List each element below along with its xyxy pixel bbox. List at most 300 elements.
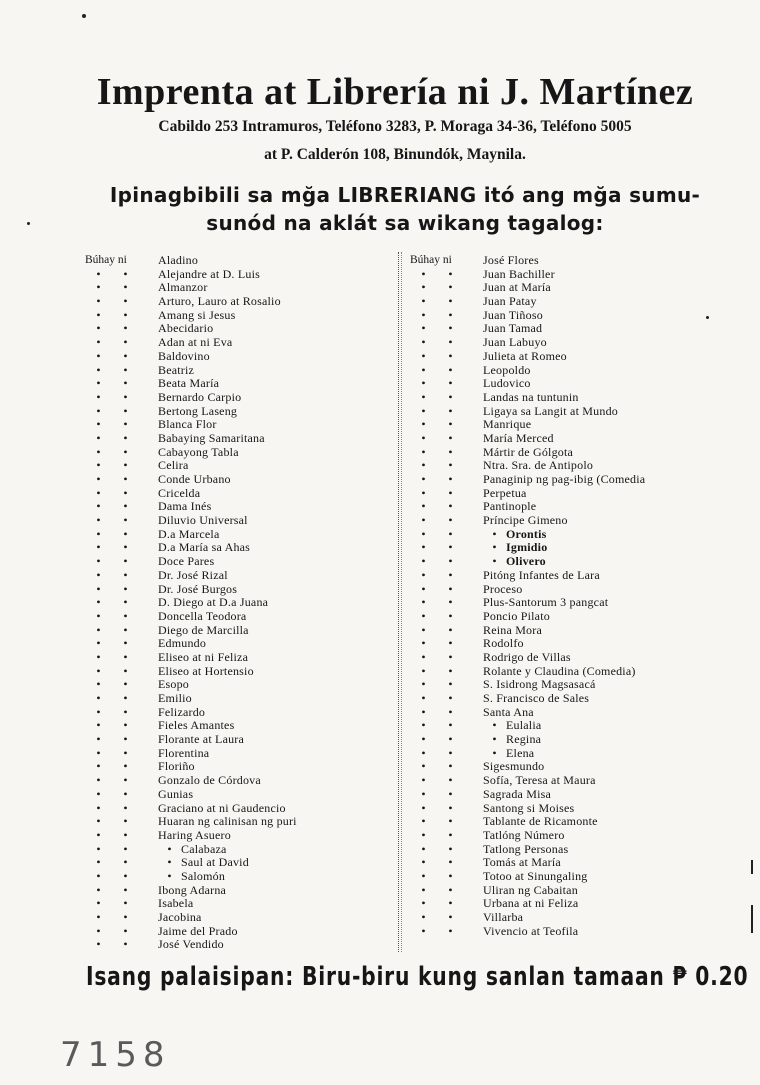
book-entry: [410, 364, 750, 378]
book-entry: [410, 377, 750, 391]
ditto-mark: •: [123, 581, 128, 596]
entry-prefix: [85, 884, 158, 898]
ditto-mark: •: [448, 841, 453, 856]
book-title: Elena: [506, 745, 535, 760]
ditto-mark: •: [421, 718, 426, 733]
ditto-mark: •: [96, 855, 101, 870]
entry-prefix: [85, 870, 158, 884]
book-title: Manrique: [483, 417, 532, 432]
ditto-mark: •: [96, 636, 101, 651]
entry-prefix: [410, 541, 483, 555]
book-entry: [410, 719, 750, 733]
ditto-mark: •: [96, 335, 101, 350]
ditto-mark: •: [421, 472, 426, 486]
ink-speck: [82, 14, 86, 18]
ditto-mark: •: [123, 444, 128, 459]
ditto-mark: •: [448, 622, 453, 637]
ditto-mark: •: [421, 485, 426, 500]
book-entry: [410, 856, 750, 870]
ditto-mark: •: [448, 595, 453, 610]
book-title: Bernardo Carpio: [158, 389, 242, 404]
book-title: Santong si Moises: [483, 800, 575, 815]
ditto-mark: •: [123, 896, 128, 911]
ditto-mark: •: [421, 581, 426, 596]
book-title: Florentina: [158, 745, 210, 760]
entry-prefix: [410, 624, 483, 638]
entry-prefix: [85, 514, 158, 528]
ditto-mark: •: [448, 910, 453, 924]
ditto-mark: •: [123, 814, 128, 829]
entry-prefix: [410, 884, 483, 898]
entry-prefix: [410, 637, 483, 651]
ditto-mark: •: [96, 786, 101, 801]
ditto-mark: •: [448, 691, 453, 705]
right-book-column: [410, 254, 750, 938]
ditto-mark: •: [421, 732, 426, 747]
book-title: Urbana at ni Feliza: [483, 896, 579, 911]
book-title: Doce Pares: [158, 554, 215, 569]
entry-prefix: [410, 500, 483, 514]
ditto-mark: •: [448, 608, 453, 623]
entry-prefix: [410, 925, 483, 939]
book-title: Juan Tamad: [483, 321, 543, 336]
ditto-mark: •: [448, 403, 453, 418]
book-entry: [410, 528, 750, 542]
ditto-mark: •: [96, 513, 101, 528]
entry-prefix: [410, 719, 483, 733]
ditto-mark: •: [492, 554, 497, 569]
ditto-mark: •: [96, 376, 101, 391]
ditto-mark: •: [448, 307, 453, 322]
ditto-mark: •: [96, 745, 101, 760]
book-entry: [410, 309, 750, 323]
ditto-mark: •: [421, 266, 426, 281]
book-title: Juan Tiñoso: [483, 307, 543, 322]
book-title: Orontis: [506, 526, 547, 541]
ditto-mark: •: [448, 376, 453, 391]
book-entry: [410, 829, 750, 843]
entry-prefix: [410, 555, 483, 569]
ditto-mark: •: [421, 526, 426, 541]
book-title: Babaying Samaritana: [158, 430, 265, 445]
book-entry: [85, 829, 425, 843]
ditto-mark: •: [96, 937, 101, 952]
ditto-mark: •: [492, 526, 497, 541]
ditto-mark: •: [123, 376, 128, 391]
ditto-mark: •: [421, 554, 426, 569]
ditto-mark: •: [421, 280, 426, 295]
ditto-mark: •: [96, 622, 101, 637]
entry-prefix: [85, 487, 158, 501]
entry-prefix: [85, 350, 158, 364]
ditto-mark: •: [123, 389, 128, 404]
book-title: D.a María sa Ahas: [158, 540, 251, 555]
ditto-mark: •: [123, 910, 128, 924]
entry-prefix: [85, 405, 158, 419]
entry-prefix: [410, 473, 483, 487]
ditto-mark: •: [96, 403, 101, 418]
book-entry: [85, 500, 425, 514]
book-title: Juan Bachiller: [483, 266, 555, 281]
book-entry: [85, 747, 425, 761]
book-title: Villarba: [483, 910, 524, 924]
book-title: Florante at Laura: [158, 732, 245, 747]
entry-prefix: [410, 815, 483, 829]
ditto-mark: •: [96, 691, 101, 705]
ditto-mark: •: [448, 444, 453, 459]
ditto-mark: •: [123, 526, 128, 541]
ditto-mark: •: [96, 280, 101, 295]
ditto-mark: •: [96, 581, 101, 596]
entry-prefix: [410, 418, 483, 432]
book-title: Celira: [158, 458, 189, 473]
ditto-mark: •: [421, 759, 426, 774]
entry-prefix: [410, 788, 483, 802]
book-entry: [410, 541, 750, 555]
book-title: Sagrada Misa: [483, 786, 552, 801]
ditto-mark: •: [123, 266, 128, 281]
book-entry: [85, 254, 425, 268]
entry-prefix: [410, 432, 483, 446]
entry-prefix: [85, 336, 158, 350]
book-entry: [410, 418, 750, 432]
entry-prefix: [85, 418, 158, 432]
ditto-mark: •: [123, 472, 128, 486]
book-title: Calabaza: [181, 841, 227, 856]
ditto-mark: •: [421, 855, 426, 870]
ditto-mark: •: [448, 513, 453, 528]
book-title: Tablante de Ricamonte: [483, 814, 598, 829]
ditto-mark: •: [96, 718, 101, 733]
entry-prefix: [410, 487, 483, 501]
ditto-mark: •: [96, 321, 101, 336]
address-line-1: Cabildo 253 Intramuros, Teléfono 3283, P. Moraga 34-36, Teléfono 5005: [158, 118, 632, 135]
book-title: Regina: [506, 732, 542, 747]
entry-prefix: [85, 596, 158, 610]
ditto-mark: •: [96, 800, 101, 815]
ditto-mark: •: [123, 691, 128, 705]
book-entry: [410, 350, 750, 364]
handwritten-note: 7158: [60, 1035, 171, 1075]
ditto-mark: •: [96, 595, 101, 610]
ditto-mark: •: [448, 882, 453, 897]
book-entry: [85, 596, 425, 610]
left-book-column: [85, 254, 425, 952]
ditto-mark: •: [448, 348, 453, 363]
ditto-mark: •: [96, 827, 101, 842]
entry-prefix: [410, 774, 483, 788]
book-entry: [85, 583, 425, 597]
entry-prefix: [410, 350, 483, 364]
entry-prefix: [85, 692, 158, 706]
book-title: Landas na tuntunin: [483, 389, 579, 404]
book-title: Dama Inés: [158, 499, 212, 514]
book-title: Julieta at Romeo: [483, 348, 567, 363]
ditto-mark: •: [96, 499, 101, 514]
ditto-mark: •: [123, 677, 128, 692]
ditto-mark: •: [96, 362, 101, 377]
book-title: Pitóng Infantes de Lara: [483, 567, 600, 582]
book-entry: [85, 309, 425, 323]
book-entry: [410, 774, 750, 788]
ditto-mark: •: [421, 882, 426, 897]
entry-prefix: [85, 911, 158, 925]
entry-prefix: [85, 528, 158, 542]
entry-prefix: [410, 268, 483, 282]
book-entry: [85, 377, 425, 391]
entry-prefix: [85, 733, 158, 747]
entry-prefix: [85, 541, 158, 555]
lead-line-1: Ipinagbibili sa mğa LIBRERIANG itó ang mğa sumu-: [109, 183, 701, 207]
book-entry: [85, 432, 425, 446]
book-title: S. Isidrong Magsasacá: [483, 677, 596, 692]
ditto-mark: •: [96, 608, 101, 623]
entry-prefix: [410, 514, 483, 528]
ditto-mark: •: [123, 280, 128, 295]
book-entry: [85, 487, 425, 501]
entry-prefix: [410, 733, 483, 747]
entry-prefix: [85, 706, 158, 720]
book-title: Saul at David: [181, 855, 249, 870]
book-title: Dr. José Burgos: [158, 581, 238, 596]
book-title: Felizardo: [158, 704, 206, 719]
book-entry: [410, 637, 750, 651]
book-entry: [410, 473, 750, 487]
book-title: María Merced: [483, 430, 554, 445]
ditto-mark: •: [421, 348, 426, 363]
book-title: Beata María: [158, 376, 220, 391]
ditto-mark: •: [448, 499, 453, 514]
entry-prefix: [410, 596, 483, 610]
ditto-mark: •: [448, 759, 453, 774]
ditto-mark: •: [421, 321, 426, 336]
book-entry: [85, 925, 425, 939]
entry-prefix: [85, 583, 158, 597]
ditto-mark: •: [448, 827, 453, 842]
book-entry: [85, 459, 425, 473]
ditto-mark: •: [123, 773, 128, 788]
book-title: Totoo at Sinungaling: [483, 868, 588, 883]
book-entry: [85, 706, 425, 720]
book-entry: [410, 706, 750, 720]
book-entry: [85, 911, 425, 925]
ditto-mark: •: [96, 896, 101, 911]
entry-prefix: [410, 706, 483, 720]
book-title: Bertong Laseng: [158, 403, 238, 418]
book-title: Beatriz: [158, 362, 195, 377]
ditto-mark: •: [123, 868, 128, 883]
ditto-mark: •: [448, 855, 453, 870]
entry-prefix: [410, 309, 483, 323]
ditto-mark: •: [448, 362, 453, 377]
book-entry: [410, 555, 750, 569]
book-title: Edmundo: [158, 636, 207, 651]
book-title: Haring Asuero: [158, 827, 231, 842]
ditto-mark: •: [448, 540, 453, 555]
book-entry: [410, 432, 750, 446]
entry-prefix: [410, 911, 483, 925]
ditto-mark: •: [96, 868, 101, 883]
ditto-mark: •: [421, 896, 426, 911]
book-entry: [410, 391, 750, 405]
entry-prefix: [85, 309, 158, 323]
ditto-mark: •: [448, 485, 453, 500]
book-entry: [85, 514, 425, 528]
ditto-mark: •: [96, 472, 101, 486]
book-entry: [410, 897, 750, 911]
ditto-mark: •: [123, 417, 128, 432]
book-entry: [410, 678, 750, 692]
book-entry: [410, 583, 750, 597]
book-title: Rodrigo de Villas: [483, 649, 571, 664]
ditto-mark: •: [421, 841, 426, 856]
book-entry: [85, 719, 425, 733]
entry-prefix: [410, 651, 483, 665]
book-entry: [85, 528, 425, 542]
book-title: Príncipe Gimeno: [483, 513, 568, 528]
entry-prefix: [85, 747, 158, 761]
book-entry: [410, 802, 750, 816]
entry-prefix: [85, 788, 158, 802]
ditto-mark: •: [123, 294, 128, 309]
ditto-mark: •: [123, 608, 128, 623]
book-title: Esopo: [158, 677, 189, 692]
ditto-mark: •: [421, 608, 426, 623]
book-entry: [85, 281, 425, 295]
ditto-mark: •: [96, 773, 101, 788]
ditto-mark: •: [421, 663, 426, 678]
ditto-mark: •: [96, 307, 101, 322]
entry-prefix: [410, 405, 483, 419]
ditto-mark: •: [123, 458, 128, 473]
ditto-mark: •: [421, 376, 426, 391]
ditto-mark: •: [96, 554, 101, 569]
entry-prefix: [410, 377, 483, 391]
book-entry: [410, 459, 750, 473]
entry-prefix: [410, 843, 483, 857]
book-entry: [85, 322, 425, 336]
book-entry: [410, 487, 750, 501]
lead-line-2: sunód na aklát sa wikang tagalog:: [206, 211, 604, 235]
ditto-mark: •: [448, 554, 453, 569]
book-entry: [85, 692, 425, 706]
book-entry: [410, 254, 750, 268]
entry-prefix: [410, 747, 483, 761]
book-entry: [85, 802, 425, 816]
entry-prefix: [85, 473, 158, 487]
ditto-mark: •: [421, 786, 426, 801]
entry-prefix: [410, 829, 483, 843]
ditto-mark: •: [448, 732, 453, 747]
book-title: Ibong Adarna: [158, 882, 227, 897]
address-line-2: at P. Calderón 108, Binundók, Maynila.: [264, 146, 526, 163]
entry-prefix: [85, 938, 158, 952]
book-title: Eulalia: [506, 718, 542, 733]
ditto-mark: •: [448, 814, 453, 829]
book-entry: [410, 788, 750, 802]
book-title: Gunias: [158, 786, 194, 801]
ditto-mark: •: [421, 540, 426, 555]
entry-prefix: [85, 678, 158, 692]
book-title: Emilio: [158, 691, 192, 705]
book-entry: [85, 391, 425, 405]
book-entry: [410, 651, 750, 665]
book-title: Leopoldo: [483, 362, 531, 377]
book-entry: [85, 624, 425, 638]
entry-prefix: [410, 322, 483, 336]
ditto-mark: •: [123, 540, 128, 555]
ditto-mark: •: [96, 389, 101, 404]
book-title: Fieles Amantes: [158, 718, 235, 733]
book-entry: [410, 500, 750, 514]
book-title: Vivencio at Teofila: [483, 923, 579, 938]
book-entry: [410, 884, 750, 898]
ditto-mark: •: [123, 348, 128, 363]
book-entry: [410, 747, 750, 761]
entry-prefix: [85, 815, 158, 829]
entry-prefix: [85, 897, 158, 911]
book-entry: [410, 569, 750, 583]
ditto-mark: •: [448, 649, 453, 664]
book-entry: [410, 610, 750, 624]
book-title: Juan at María: [483, 280, 551, 295]
entry-prefix: [85, 856, 158, 870]
entry-prefix: [85, 391, 158, 405]
ditto-mark: •: [448, 677, 453, 692]
book-title: Rodolfo: [483, 636, 524, 651]
book-title: Alejandre at D. Luis: [158, 266, 260, 281]
book-entry: [85, 295, 425, 309]
ditto-mark: •: [421, 294, 426, 309]
entry-prefix: [85, 500, 158, 514]
entry-prefix: [410, 678, 483, 692]
book-entry: [410, 815, 750, 829]
book-entry: [410, 925, 750, 939]
entry-prefix: [85, 322, 158, 336]
book-title: Conde Urbano: [158, 472, 231, 486]
book-entry: [85, 541, 425, 555]
entry-prefix: [410, 583, 483, 597]
book-title: D.a Marcela: [158, 526, 220, 541]
entry-prefix: [85, 432, 158, 446]
entry-prefix: [85, 637, 158, 651]
book-title: Cabayong Tabla: [158, 444, 239, 459]
book-title: Adan at ni Eva: [158, 335, 233, 350]
ditto-mark: •: [123, 321, 128, 336]
ditto-mark: •: [123, 718, 128, 733]
buhay-ni-prefix: Búhay ni: [410, 254, 452, 266]
entry-prefix: [410, 281, 483, 295]
entry-prefix: [410, 459, 483, 473]
book-title: Diluvio Universal: [158, 513, 248, 528]
book-title: Isabela: [158, 896, 194, 911]
book-entry: [85, 350, 425, 364]
entry-prefix: [85, 774, 158, 788]
book-entry: [410, 405, 750, 419]
entry-prefix: [410, 295, 483, 309]
entry-prefix: [410, 802, 483, 816]
ditto-mark: •: [123, 499, 128, 514]
entry-prefix: [410, 336, 483, 350]
ditto-mark: •: [123, 732, 128, 747]
entry-prefix: [85, 295, 158, 309]
book-title: Ligaya sa Langit at Mundo: [483, 403, 618, 418]
ditto-mark: •: [448, 581, 453, 596]
book-entry: [410, 281, 750, 295]
ditto-mark: •: [96, 759, 101, 774]
book-entry: [410, 322, 750, 336]
ditto-mark: •: [96, 649, 101, 664]
